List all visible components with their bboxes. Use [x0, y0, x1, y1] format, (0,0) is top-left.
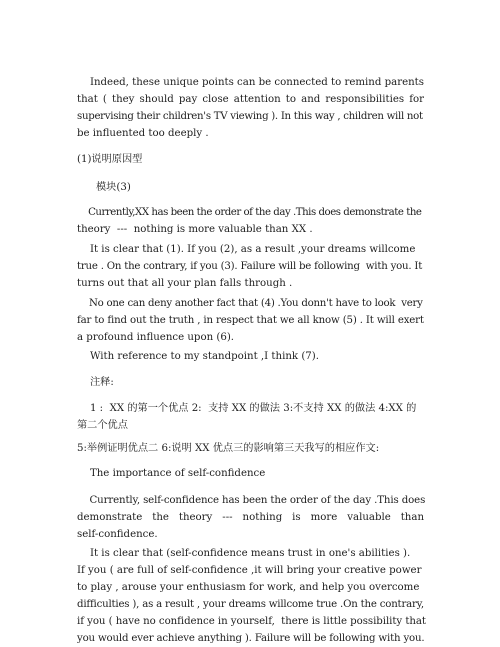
text-line: Currently, self-confidence has been the order of the day .This does — [77, 495, 426, 506]
essay-paragraph-1 — [77, 492, 424, 543]
text-line: supervising their children's TV viewing ). In this way , children will not — [77, 111, 423, 122]
template-paragraph-1 — [77, 204, 424, 238]
text-line: demonstrate the theory --- nothing is more valuable than — [77, 512, 424, 523]
section-heading-reason-type: (1)说明原因型 — [77, 154, 143, 165]
text-line: No one can deny another fact that (4) .You donn't have to look very — [77, 298, 423, 309]
text-line: 1 : XX 的第一个优点 2: 支持 XX 的做法 3:不支持 XX 的做法 4:XX 的 — [77, 403, 417, 414]
text-line: a profound influence upon (6). — [77, 332, 235, 343]
template-paragraph-4: With reference to my standpoint ,I think (7). — [77, 351, 319, 362]
text-line: Indeed, these unique points can be connected to remind parents — [77, 77, 424, 88]
text-line: be influented too deeply . — [77, 128, 209, 139]
text-line: If you ( are full of self-confidence ,it will bring your creative power — [77, 565, 422, 576]
text-line: It is clear that (self-confidence means trust in one's abilities ). — [77, 548, 411, 559]
text-line: It is clear that (1). If you (2), as a result ,your dreams willcome — [77, 244, 416, 255]
text-line: difficulties ), as a result , your dreams willcome true .On the contrary, — [77, 599, 424, 610]
text-line: if you ( have no confidence in yourself, there is little possibility that — [77, 616, 426, 627]
text-line: true . On the contrary, if you (3). Failure will be following with you. It — [77, 261, 423, 272]
notes-paragraph — [77, 400, 424, 434]
text-line: theory --- nothing is more valuable than XX . — [77, 224, 313, 235]
text-line: you would ever achieve anything ). Failure will be following with you. — [77, 633, 425, 644]
notes-heading: 注释: — [77, 377, 114, 388]
text-line: Currently,XX has been the order of the day .This does demonstrate the — [77, 207, 422, 218]
essay-title: The importance of self-confidence — [77, 468, 266, 479]
intro-paragraph — [77, 74, 424, 142]
notes-continuation: 5:举例证明优点二 6:说明 XX 优点三的影响第三天我写的相应作文: — [77, 443, 380, 454]
text-line: self-confidence. — [77, 529, 158, 540]
text-line: far to find out the truth , in respect that we all know (5) . It will exert — [77, 315, 424, 326]
text-line: to play , arouse your enthusiasm for work, and help you overcome — [77, 582, 420, 593]
essay-paragraph-2 — [77, 545, 424, 647]
template-paragraph-3 — [77, 295, 424, 346]
text-line: turns out that all your plan falls through . — [77, 278, 293, 289]
template-paragraph-2 — [77, 241, 424, 292]
text-line: 第二个优点 — [77, 420, 128, 431]
module-heading: 模块(3) — [96, 182, 131, 193]
text-line: that ( they should pay close attention to and responsibilities for — [77, 94, 424, 105]
